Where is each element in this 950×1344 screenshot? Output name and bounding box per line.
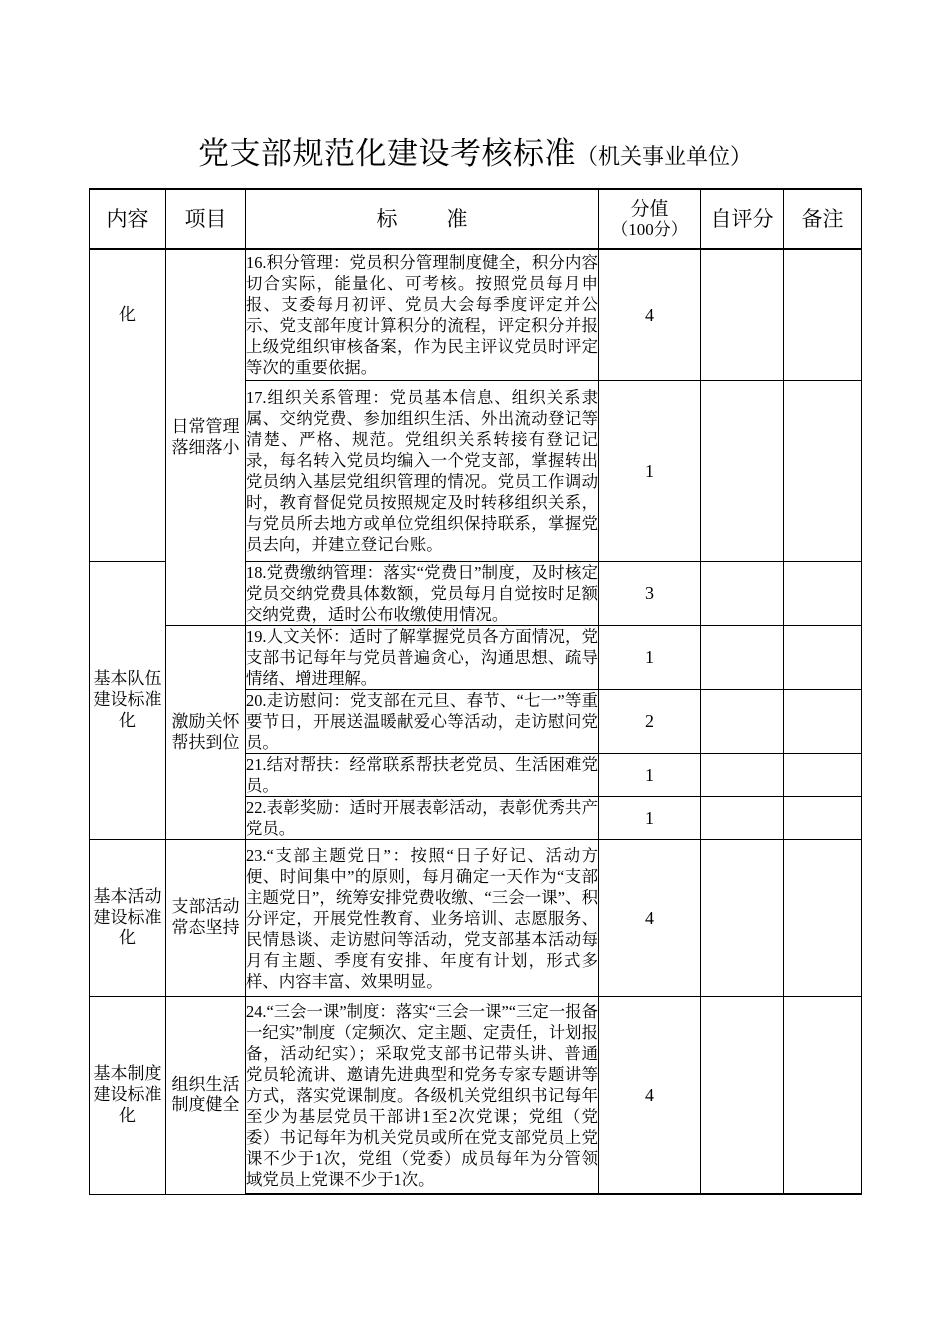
content-spacer: [90, 381, 166, 562]
self-score-23[interactable]: [701, 840, 784, 997]
standard-text-19: 19.人文关怀：适时了解掌握党员各方面情况，党支部书记每年与党员普遍贪心，沟通思想、疏导情绪、增进理解。: [246, 627, 598, 688]
page-title: [0, 128, 950, 173]
remark-18[interactable]: [784, 562, 862, 626]
title-main-text: 党支部规范化建设考核标准: [197, 136, 576, 171]
self-score-22[interactable]: [701, 797, 784, 840]
content-basic-system: 基本制度建设标准化: [90, 997, 166, 1195]
score-16: 4: [599, 249, 701, 381]
self-score-19[interactable]: [701, 626, 784, 690]
project-org-life-system: 组织生活制度健全: [166, 997, 246, 1195]
self-score-16[interactable]: [701, 249, 784, 381]
remark-16[interactable]: [784, 249, 862, 381]
score-20: 2: [599, 690, 701, 754]
remark-23[interactable]: [784, 840, 862, 997]
header-content: 内容: [90, 189, 166, 249]
remark-24[interactable]: [784, 997, 862, 1195]
standard-text-22: 22.表彰奖励：适时开展表彰活动，表彰优秀共产党员。: [246, 798, 598, 838]
header-self-score: 自评分: [701, 189, 784, 249]
table-row: [90, 626, 862, 690]
header-project: 项目: [166, 189, 246, 249]
score-24: 4: [599, 997, 701, 1195]
score-21: 1: [599, 754, 701, 797]
table-header-row: [90, 189, 862, 249]
self-score-17[interactable]: [701, 381, 784, 562]
header-standard: 标 准: [246, 189, 599, 249]
project-incentive-care: 激励关怀帮扶到位: [166, 626, 246, 840]
header-score-sub: （100分）: [611, 220, 688, 240]
standard-text-18: 18.党费缴纳管理：落实“党费日”制度，及时核定党员交纳党费具体数额，党员每月自觉按时足额交纳党费，适时公布收缴使用情况。: [246, 563, 598, 624]
score-17: 1: [599, 381, 701, 562]
self-score-18[interactable]: [701, 562, 784, 626]
remark-21[interactable]: [784, 754, 862, 797]
standard-text-20: 20.走访慰问：党支部在元旦、春节、“七一”等重要节日，开展送温暖献爱心等活动，走访慰问党员。: [246, 691, 598, 752]
score-19: 1: [599, 626, 701, 690]
standard-text-23: 23.“支部主题党日”：按照“日子好记、活动方便、时间集中”的原则，每月确定一天作为“支部主题党日”，统筹安排党费收缴、“三会一课”、积分评定，开展党性教育、业务培训、志愿服务、民情恳谈、走访慰问等活动，党支部基本活动每月有主题、季度有安排、年度有计划，形式多样、内容丰富、效果明显。: [246, 840, 599, 997]
assessment-standards-table: [89, 188, 862, 1195]
table-row: [90, 249, 862, 381]
project-daily-mgmt-1: 日常管理落细落小: [166, 249, 246, 626]
content-basic-activity: 基本活动建设标准化: [90, 840, 166, 997]
score-18: 3: [599, 562, 701, 626]
header-score-label: 分值: [630, 198, 669, 220]
table-row: [90, 997, 862, 1195]
remark-17[interactable]: [784, 381, 862, 562]
self-score-24[interactable]: [701, 997, 784, 1195]
score-22: 1: [599, 797, 701, 840]
remark-22[interactable]: [784, 797, 862, 840]
table-row: [90, 840, 862, 997]
header-remark: 备注: [784, 189, 862, 249]
standard-text-16: 16.积分管理：党员积分管理制度健全，积分内容切合实际，能量化、可考核。按照党员每月申报、支委每月初评、党员大会每季度评定并公示、党支部年度计算积分的流程，评定积分并报上级党组织审核备案，作为民主评议党员时评定等次的重要依据。: [246, 249, 599, 381]
content-orphan-char: 化: [90, 249, 166, 381]
remark-19[interactable]: [784, 626, 862, 690]
header-score: [599, 189, 701, 249]
project-branch-activity: 支部活动常态坚持: [166, 840, 246, 997]
score-23: 4: [599, 840, 701, 997]
remark-20[interactable]: [784, 690, 862, 754]
self-score-21[interactable]: [701, 754, 784, 797]
standard-text-17: 17.组织关系管理：党员基本信息、组织关系隶属、交纳党费、参加组织生活、外出流动登记等清楚、严格、规范。党组织关系转接有登记记录，每名转入党员均编入一个党支部，掌握转出党员纳入基层党组织管理的情况。党员工作调动时，教育督促党员按照规定及时转移组织关系，与党员所去地方或单位党组织保持联系，掌握党员去向，并建立登记台账。: [246, 381, 599, 562]
standard-text-24: 24.“三会一课”制度：落实“三会一课”“三定一报备一纪实”制度（定频次、定主题、定责任，计划报备，活动纪实）；采取党支部书记带头讲、普通党员轮流讲、邀请先进典型和党务专家专题讲等方式，落实党课制度。各级机关党组织书记每年至少为基层党员干部讲1至2次党课；党组（党委）书记每年为机关党员或所在党支部党员上党课不少于1次，党组（党委）成员每年为分管领域党员上党课不少于1次。: [246, 997, 599, 1195]
content-basic-team: 基本队伍建设标准化: [90, 562, 166, 840]
title-sub-text: （机关事业单位）: [575, 144, 752, 169]
standard-text-21: 21.结对帮扶：经常联系帮扶老党员、生活困难党员。: [246, 755, 598, 795]
self-score-20[interactable]: [701, 690, 784, 754]
